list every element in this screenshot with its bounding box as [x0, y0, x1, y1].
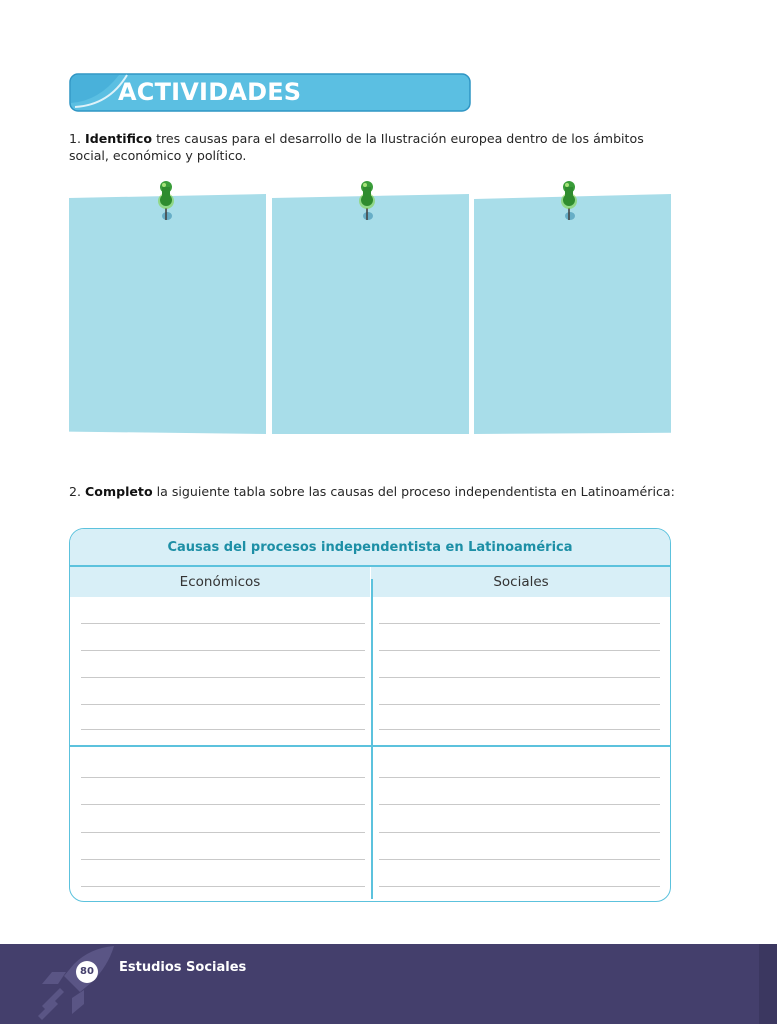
answer-line[interactable] — [81, 704, 365, 705]
column-header-economicos: Económicos — [70, 567, 370, 597]
question-2-keyword: Completo — [85, 484, 153, 499]
sticky-note-3[interactable] — [474, 194, 671, 434]
answer-line[interactable] — [379, 886, 660, 887]
page-title: ACTIVIDADES — [118, 78, 302, 106]
answer-line[interactable] — [379, 704, 660, 705]
question-2-number: 2. — [69, 484, 82, 499]
pushpin-icon — [355, 178, 379, 228]
question-1-keyword: Identifico — [85, 131, 153, 146]
question-2-text: la siguiente tabla sobre las causas del proceso independentista en Latinoamérica: — [156, 484, 675, 499]
page-footer — [0, 944, 777, 1024]
sticky-note-2[interactable] — [272, 194, 469, 434]
pushpin-icon — [154, 178, 178, 228]
answer-line[interactable] — [81, 650, 365, 651]
column-divider — [371, 579, 373, 899]
pushpin-icon — [557, 178, 581, 228]
column-header-sociales: Sociales — [371, 567, 671, 597]
answer-line[interactable] — [379, 650, 660, 651]
answer-line[interactable] — [379, 832, 660, 833]
causes-table — [69, 528, 671, 902]
answer-line[interactable] — [379, 859, 660, 860]
rocket-icon — [30, 942, 120, 1024]
answer-line[interactable] — [379, 729, 660, 730]
question-1-text: tres causas para el desarrollo de la Ilustración europea dentro de los ámbitos social, económico y político. — [69, 131, 644, 163]
answer-line[interactable] — [379, 804, 660, 805]
sticky-note-1[interactable] — [69, 194, 266, 434]
answer-line[interactable] — [81, 859, 365, 860]
question-1 — [69, 130, 679, 164]
question-1-number: 1. — [69, 131, 82, 146]
question-2 — [69, 483, 679, 500]
answer-line[interactable] — [81, 886, 365, 887]
answer-line[interactable] — [81, 623, 365, 624]
subject-label: Estudios Sociales — [119, 960, 247, 975]
answer-line[interactable] — [81, 777, 365, 778]
answer-line[interactable] — [81, 804, 365, 805]
footer-edge — [759, 944, 777, 1024]
page-number: 80 — [76, 961, 98, 983]
answer-line[interactable] — [81, 832, 365, 833]
answer-line[interactable] — [81, 729, 365, 730]
answer-line[interactable] — [379, 777, 660, 778]
answer-line[interactable] — [379, 623, 660, 624]
answer-line[interactable] — [379, 677, 660, 678]
row-divider — [70, 745, 670, 747]
answer-line[interactable] — [81, 677, 365, 678]
table-title: Causas del procesos independentista en Latinoamérica — [70, 529, 670, 565]
activities-banner — [69, 73, 471, 112]
